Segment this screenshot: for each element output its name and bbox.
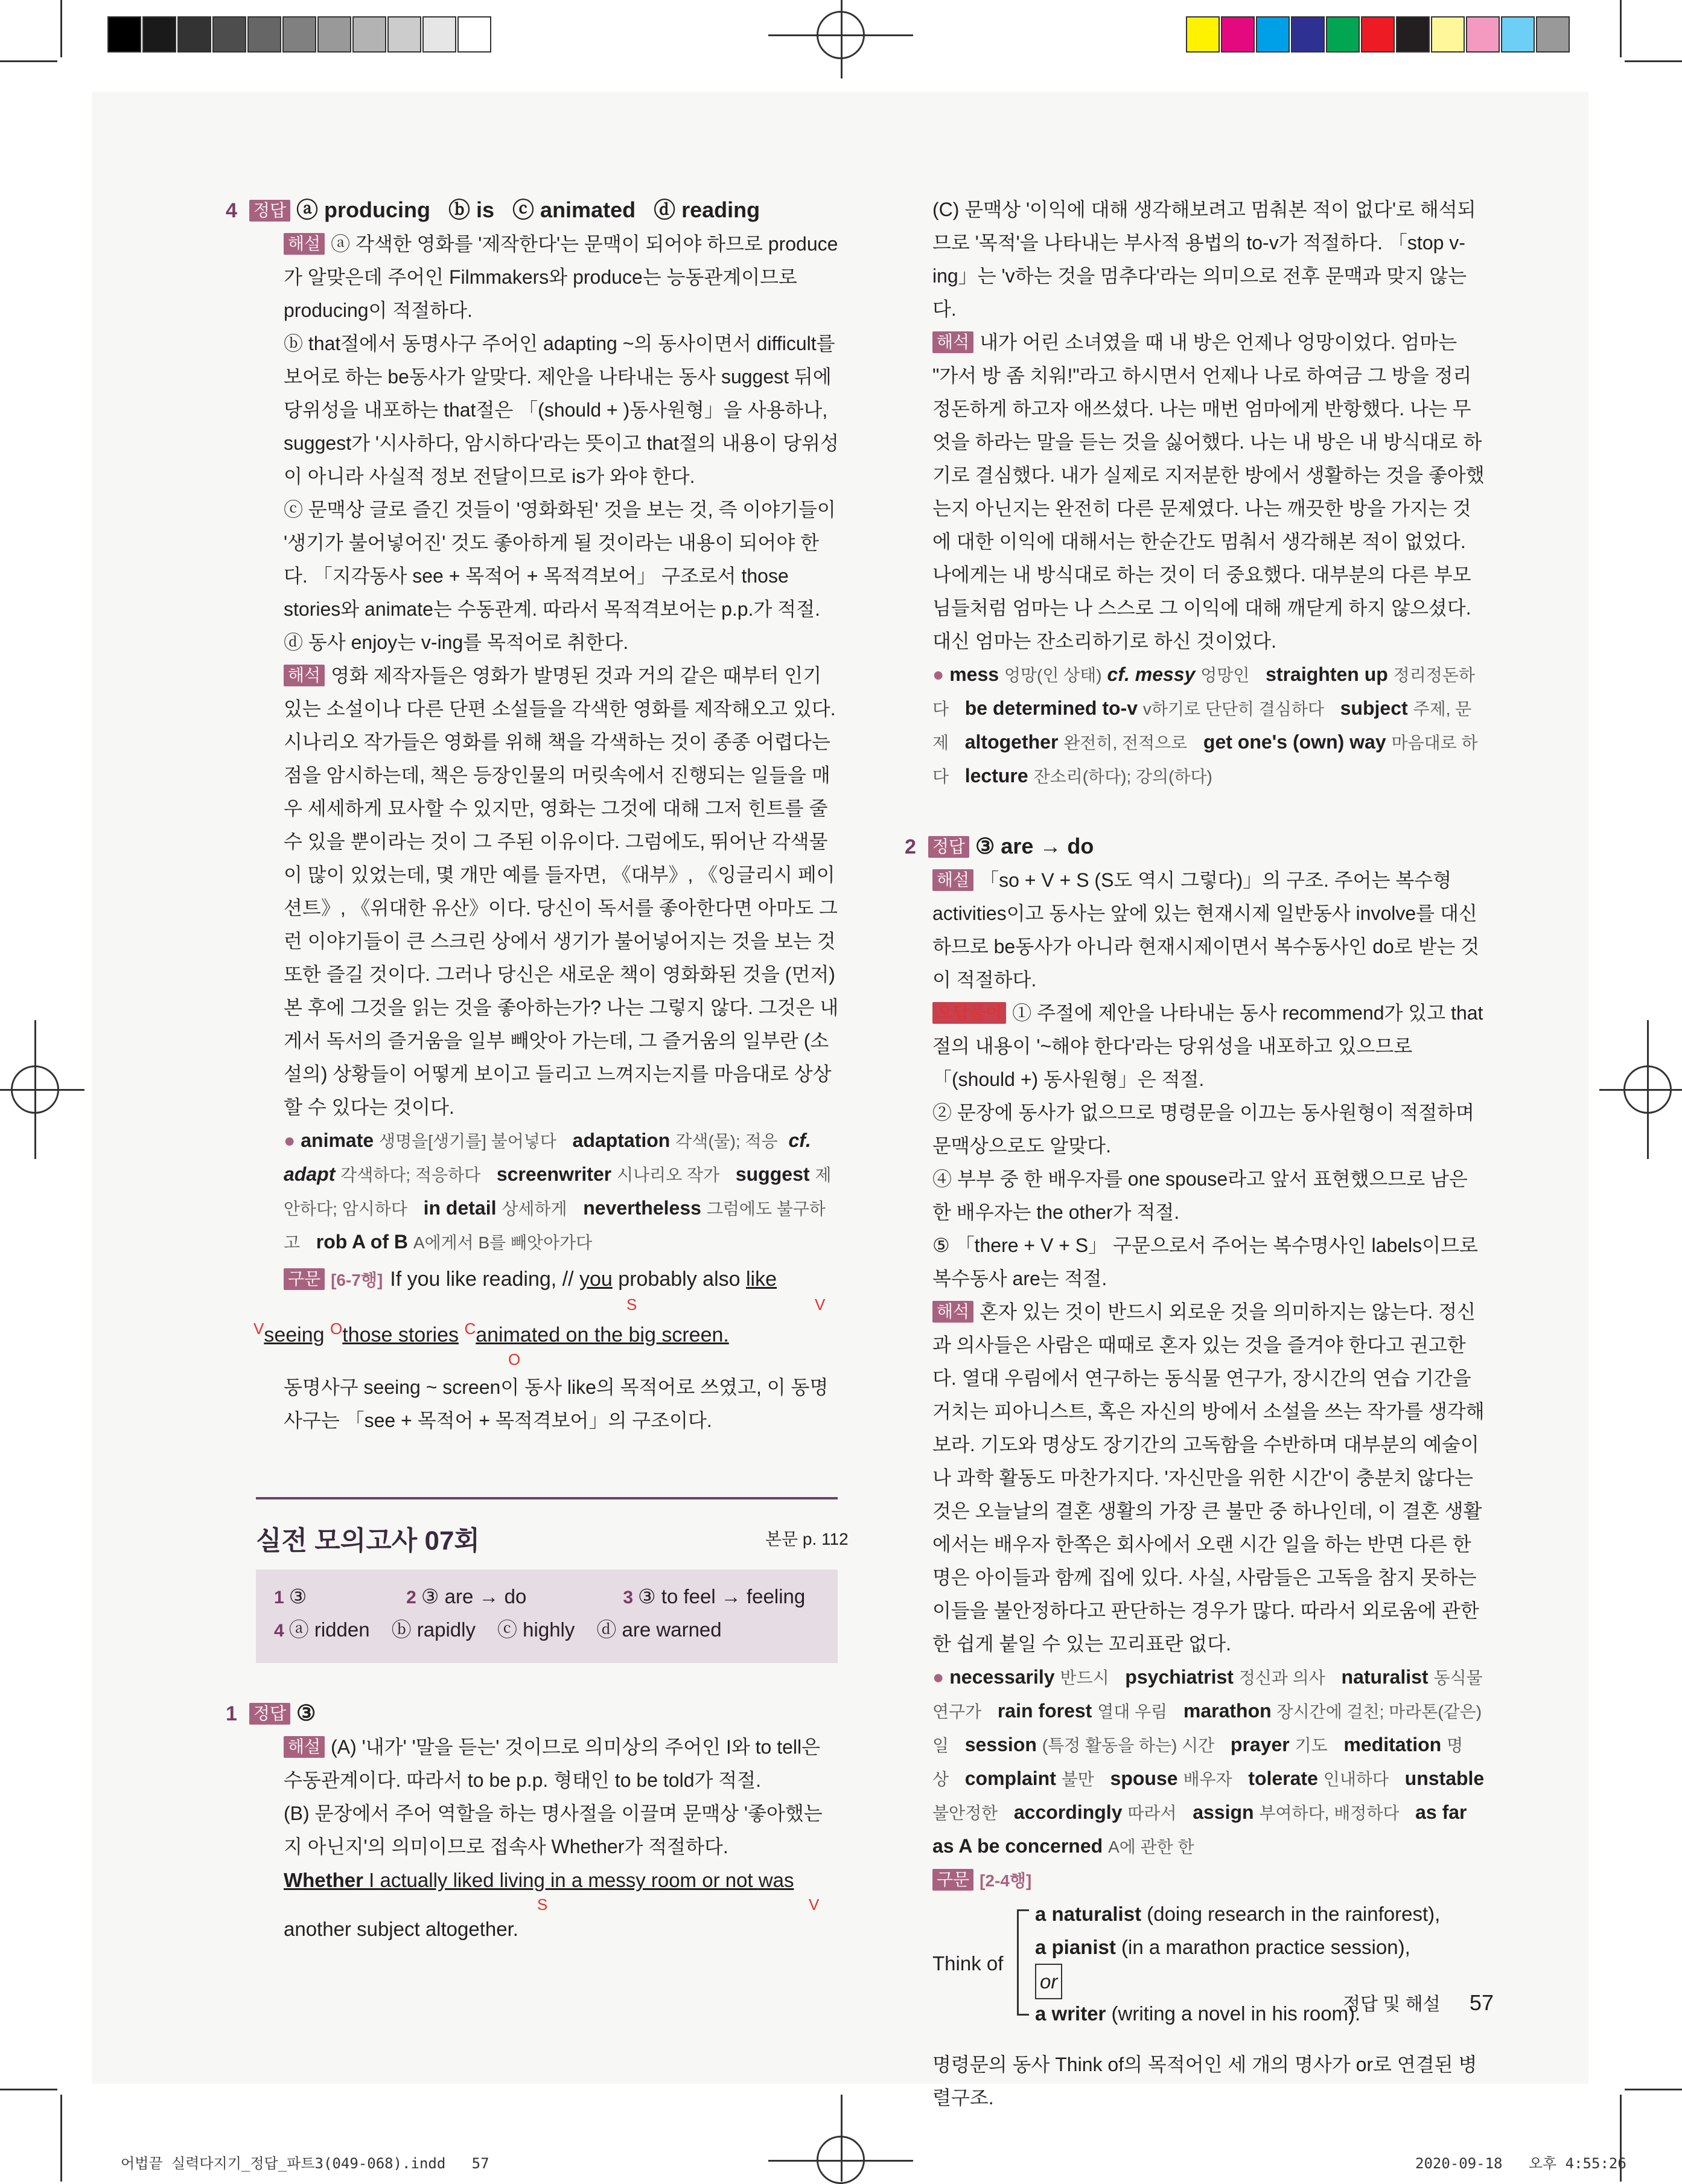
vocab-term: mess (949, 663, 999, 685)
vocab-gloss: 불만 (1061, 1770, 1094, 1789)
vocab-term: be determined to-v (964, 697, 1138, 719)
color-swatch (142, 16, 176, 53)
color-swatch (1431, 16, 1465, 53)
example-subject-start: Whether (284, 1869, 363, 1891)
vocab-term: session (964, 1734, 1037, 1755)
answer-number: 4 (274, 1621, 284, 1641)
vocab-gloss: 정리정돈하다 (932, 666, 1475, 718)
vocab-gloss: 동식물 연구가 (932, 1668, 1483, 1721)
answer-value: ③ to feel → feeling (638, 1585, 806, 1608)
color-swatch (1536, 16, 1570, 53)
vocab-gloss: 엉망(인 상태) (1004, 666, 1102, 685)
vocab-gloss: 주제, 문제 (932, 700, 1472, 752)
question-4 (226, 193, 839, 1437)
vocab-gloss: A에게서 B를 빼앗아가다 (413, 1233, 593, 1252)
translation-text: 내가 어린 소녀였을 때 내 방은 언제나 엉망이었다. 엄마는 "가서 방 좀 치워!"라고 하시면서 언제나 나로 하여금 그 방을 정리정돈하게 하고자 애쓰셨다. 나는 매번 엄마에게 반항했다. 나는 무엇을 하라는 말을 듣는 것을 싫어했다. 나는 내 방은 내 방식대로 하기로 결심했다. 내가 실제로 지저분한 방에서 생활하는 것을 좋아했는지 아닌지는 완전히 다른 문제였다. 나는 깨끗한 방을 가지는 것에 대한 이익에 대해서는 한순간도 멈춰서 생각해본 적이 없었다. 나에게는 내 방식대로 하는 것이 더 중요했다. 대부분의 다른 부모님들처럼 엄마는 나 스스로 그 이익에 대해 깨닫게 하지 않으셨다. 대신 엄마는 잔소리하기로 하신 것이었다. (932, 331, 1485, 652)
vocab-term: altogether (964, 731, 1059, 753)
answer-number: 3 (623, 1588, 634, 1608)
color-swatch (282, 16, 316, 53)
vocab-gloss: 불안정한 (932, 1804, 998, 1822)
label-v: V (815, 1295, 826, 1314)
wrong-answer-1: ① 주절에 제안을 나타내는 동사 recommend가 있고 that절의 내용이 '~해야 한다'라는 당위성을 내포하고 있으므로 「(should +) 동사원형」은 적절. (932, 1002, 1483, 1090)
vocab-term: get one's (own) way (1203, 731, 1386, 753)
color-swatch (317, 16, 351, 53)
vocab-term: unstable (1404, 1767, 1485, 1789)
syntax-object: seeing (264, 1323, 325, 1347)
vocab-gloss: 장시간에 걸친; 마라톤(같은) 일 (932, 1702, 1482, 1755)
left-column (226, 193, 839, 1437)
syntax-note: 동명사구 seeing ~ screen이 동사 like의 목적어로 쓰였고, 이 동명사구는 「see + 목적어 + 목적격보어」의 구조이다. (284, 1376, 829, 1432)
explanation-b: (B) 문장에서 주어 역할을 하는 명사절을 이끌며 문맥상 '좋아했는지 아닌지'의 의미이므로 접속사 Whether가 적절하다. (284, 1802, 823, 1857)
syntax-tag: 구문 (284, 1268, 325, 1290)
vocab-gloss: v하기로 단단히 결심하다 (1142, 700, 1324, 718)
vocab-gloss: 배우자 (1183, 1770, 1232, 1789)
question-2 (905, 829, 1485, 2115)
vocab-gloss: 명상 (932, 1736, 1464, 1789)
wrong-answer-2: ② 문장에 동사가 없으므로 명령문을 이끄는 동사원형이 적절하며 문맥상으로도 알맞다. (932, 1102, 1474, 1157)
vocab-term: rob A of B (316, 1231, 408, 1253)
parallel-item: a writer (writing a novel in his room). (1035, 2002, 1361, 2025)
vocab-gloss: 마음대로 하다 (932, 733, 1478, 786)
label-v: V (809, 1895, 820, 1914)
answer-value: ③ (288, 1585, 307, 1608)
color-swatch (1361, 16, 1395, 53)
syntax-ref: [2-4행] (980, 1871, 1032, 1890)
syntax-text: probably also (612, 1268, 746, 1291)
answer-number: 1 (274, 1588, 284, 1608)
color-swatch (247, 16, 281, 53)
bracket-line (1017, 1909, 1019, 2015)
vocab-term: adaptation (572, 1129, 671, 1151)
label-o: O (330, 1320, 343, 1338)
vocab-gloss: A에 관한 한 (1108, 1838, 1194, 1856)
vocab-gloss: 시나리오 작가 (617, 1166, 720, 1184)
example-subject-clause: I actually liked living in a messy room or not (363, 1869, 759, 1891)
label-o: O (508, 1350, 521, 1369)
vocab-gloss: 정신과 의사 (1238, 1668, 1325, 1687)
explanation-tag: 해설 (284, 1736, 325, 1758)
question-1 (226, 1696, 839, 1946)
vocab-term: accordingly (1013, 1801, 1123, 1823)
question-number: 4 (226, 199, 237, 222)
vocab-term: nevertheless (583, 1197, 701, 1219)
conjunction-box: or (1035, 1964, 1062, 1999)
explanation-b: ⓑ that절에서 동명사구 주어인 adapting ~의 동사이면서 difficult를 보어로 하는 be동사가 알맞다. 제안을 나타내는 동사 suggest 뒤에 당위성을 내포하는 that절은 「(should + )동사원형」을 사용하나, suggest가 '시사하다, 암시하다'라는 뜻이고 that절의 내용이 당위성이 아니라 사실적 정보 전달이므로 is가 와야 한다. (284, 333, 839, 487)
vocabulary-list (932, 1661, 1485, 1863)
vocab-gloss: 생명을[생기를] 불어넣다 (379, 1132, 556, 1151)
answer-text: ③ (296, 1700, 316, 1725)
syntax-ref: [6-7행] (331, 1271, 383, 1289)
color-swatch (212, 16, 246, 53)
color-swatch (1396, 16, 1430, 53)
vocabulary-list (932, 658, 1485, 793)
translation-tag: 해석 (932, 1301, 973, 1323)
page-footer (1343, 1989, 1494, 2016)
vocab-term: straighten up (1266, 663, 1388, 685)
vocab-gloss: 잔소리(하다); 강의(하다) (1033, 767, 1212, 786)
vocab-term: cf. messy (1107, 663, 1196, 685)
vocab-term: subject (1340, 697, 1408, 719)
explanation-c: (C) 문맥상 '이익에 대해 생각해보려고 멈춰본 적이 없다'로 해석되므로 '목적'을 나타내는 부사적 용법의 to-v가 적절하다. 「stop v-ing」는 'v하는 것을 멈추다'라는 의미으로 전후 문맥과 맞지 않는다. (932, 199, 1476, 320)
vocab-gloss: 완전히, 전적으로 (1063, 733, 1188, 752)
vocab-gloss: 제안하다; 암시하다 (284, 1166, 832, 1218)
right-column (905, 193, 1485, 2115)
translation-text: 혼자 있는 것이 반드시 외로운 것을 의미하지는 않는다. 정신과 의사들은 사람은 때때로 혼자 있는 것을 즐겨야 한다고 권고한다. 열대 우림에서 연구하는 동식물 연구가, 장시간의 연습 기간을 거치는 피아니스트, 혹은 자신의 방에서 소설을 쓰는 작가를 생각해 보라. 기도와 명상도 장기간의 고독함을 수반하며 대부분의 예술이나 과학 활동도 마찬가지다. '자신만을 위한 시간'이 충분치 않다는 것은 오늘날의 결혼 생활의 가장 큰 불만 중 하나인데, 이 결혼 생활에서는 배우자 한쪽은 회사에서 오랜 시간 일을 하는 반면 다른 한 명은 아이들과 함께 집에 있다. 사실, 사람들은 고독을 참지 못하는 이들을 불안정하다고 판단하는 경우가 많다. 따라서 외로움에 관한 한 쉽게 붙일 수 있는 꼬리표란 없다. (932, 1301, 1485, 1655)
explanation-a: ⓐ 각색한 영화를 '제작한다'는 문맥이 되어야 하므로 produce가 알맞은데 주어인 Filmmakers와 produce는 능동관계이므로 producing이 적절하다. (284, 233, 838, 321)
color-swatch (387, 16, 421, 53)
translation-text: 영화 제작자들은 영화가 발명된 것과 거의 같은 때부터 인기 있는 소설이나 다른 단편 소설들을 각색한 영화를 제작해오고 있다. 시나리오 작가들은 영화를 위해 책을 각색하는 것이 종종 어렵다는 점을 암시하는데, 책은 등장인물의 머릿속에서 진행되는 일들을 매우 세세하게 묘사할 수 있지만, 영화는 그것에 대해 그저 힌트를 줄 수 있을 뿐이라는 것이 그 주된 이유이다. 그럼에도, 뛰어난 각색물이 많이 있었는데, 몇 개만 예를 들자면, 《대부》, 《잉글리시 페이션트》, 《위대한 유산》이다. 당신이 독서를 좋아한다면 아마도 그런 이야기들이 큰 스크린 상에서 생기가 불어넣어지는 것을 보는 것 또한 즐길 것이다. 그러나 당신은 새로운 책이 영화화된 것을 (먼저) 본 후에 그것을 읽는 것을 좋아하는가? 나는 그렇지 않다. 그것은 내게서 독서의 즐거움을 일부 빼앗아 가는데, 그 즐거움의 일부란 (소설의) 상황들이 어떻게 보이고 들리고 느껴지는지를 마음대로 상상할 수 있다는 것이다. (284, 665, 839, 1118)
syntax-object: those stories (342, 1323, 459, 1347)
syntax-labels-1 (253, 1297, 839, 1312)
vocabulary-list (253, 1124, 839, 1259)
syntax-complement: animated on the big screen. (476, 1323, 729, 1347)
syntax-text: If you like reading, // (390, 1268, 580, 1291)
answer-row-2 (274, 1614, 820, 1647)
color-swatch (1186, 16, 1220, 53)
vocab-gloss: 인내하다 (1323, 1770, 1389, 1789)
vocab-gloss: 상세하게 (502, 1199, 567, 1218)
vocab-term: cf. adapt (284, 1129, 811, 1185)
example-labels (253, 1897, 839, 1912)
vocab-gloss: 각색(물); 적응 (675, 1132, 778, 1151)
parallel-item: a pianist (in a marathon practice session), (1035, 1936, 1410, 1958)
vocab-term: in detail (423, 1197, 497, 1219)
translation-tag: 해석 (932, 331, 973, 353)
label-s: S (626, 1295, 637, 1314)
vocab-term: animate (301, 1129, 374, 1151)
wrong-answer-tag: 오답풀이 (932, 1002, 1006, 1024)
section-divider (256, 1497, 838, 1499)
parallel-item: a naturalist (doing research in the rainforest), (1035, 1903, 1441, 1925)
vocab-gloss: 엉망인 (1200, 666, 1250, 685)
answer-tag: 정답 (928, 836, 969, 858)
label-v: V (253, 1320, 264, 1338)
bullet-icon: ● (932, 1666, 950, 1688)
vocab-term: complaint (964, 1767, 1056, 1789)
answer-tag: 정답 (249, 1703, 290, 1725)
example-sentence-end: another subject altogether. (284, 1918, 518, 1940)
section-title: 실전 모의고사 07회 (256, 1526, 480, 1556)
vocab-gloss: 기도 (1295, 1736, 1328, 1755)
color-swatch (1256, 16, 1290, 53)
explanation-text: 「so + V + S (S도 역시 그렇다)」의 구조. 주어는 복수형 activities이고 동사는 앞에 있는 현재시제 일반동사 involve를 대신하므로 be동사가 아니라 현재시제이면서 복수동사인 do로 받는 것이 적절하다. (932, 869, 1480, 991)
answer-value: ③ are → do (421, 1585, 527, 1608)
vocab-term: screenwriter (496, 1163, 612, 1185)
vocab-term: spouse (1110, 1767, 1178, 1789)
bracket-tick (1017, 2014, 1029, 2016)
vocab-term: assign (1193, 1801, 1254, 1823)
question-number: 2 (905, 835, 916, 858)
bullet-icon: ● (932, 663, 950, 685)
footer-label: 정답 및 해설 (1343, 1994, 1441, 2014)
vocab-term: marathon (1183, 1700, 1272, 1722)
syntax-verb: like (745, 1268, 777, 1291)
think-of-label: Think of (932, 1952, 1004, 1975)
syntax-subject: you (579, 1268, 613, 1291)
example-verb: was (758, 1869, 794, 1891)
question-number: 1 (226, 1702, 237, 1725)
vocab-term: naturalist (1341, 1666, 1429, 1688)
section-page-ref: 본문 p. 112 (765, 1530, 849, 1548)
wrong-answer-4: ④ 부부 중 한 배우자를 one spouse라고 앞서 표현했으므로 남은 한 배우자는 the other가 적절. (932, 1168, 1468, 1223)
syntax-tag: 구문 (932, 1869, 973, 1891)
answer-number: 2 (406, 1588, 416, 1608)
explanation-a: (A) '내가' '말을 듣는' 것이므로 의미상의 주어인 I와 to tell은 수동관계이다. 따라서 to be p.p. 형태인 to be told가 적절. (284, 1736, 821, 1791)
label-c: C (464, 1320, 476, 1338)
explanation-tag: 해설 (932, 869, 973, 891)
answer-text: ③ are → do (975, 834, 1094, 858)
answer-value: ⓐ ridden (288, 1618, 370, 1641)
syntax-note: 명령문의 동사 Think of의 목적어인 세 개의 명사가 or로 연결된 병렬구조. (932, 2054, 1477, 2109)
answer-value: ⓒ highly (497, 1618, 575, 1641)
label-s: S (537, 1895, 548, 1914)
color-swatch (107, 16, 141, 53)
vocab-gloss: (특정 활동을 하는) 시간 (1042, 1736, 1215, 1755)
bracket-tick (1017, 1909, 1029, 1911)
color-swatch (1221, 16, 1255, 53)
explanation-c: ⓒ 문맥상 글로 즐긴 것들이 '영화화된' 것을 보는 것, 즉 이야기들이 '생기가 불어넣어진' 것도 좋아하게 될 것이라는 내용이 되어야 한다. 「지각동사 see + 목적어 + 목적격보어」 구조로서 those stories와 animate는 수동관계. 따라서 목적격보어는 p.p.가 적절. (284, 499, 836, 620)
slug-date: 2020-09-18 오후 4:55:26 (1415, 2155, 1626, 2172)
syntax-line-1 (253, 1263, 839, 1297)
syntax-line-2 (253, 1312, 839, 1352)
color-swatch (422, 16, 456, 53)
translation-tag: 해석 (284, 665, 325, 686)
color-swatch (1501, 16, 1535, 53)
vocab-term: prayer (1230, 1734, 1290, 1755)
vocab-gloss: 부여하다, 배정하다 (1259, 1804, 1400, 1822)
answer-value: ⓓ are warned (596, 1618, 722, 1641)
bullet-icon: ● (284, 1129, 301, 1151)
color-swatch (352, 16, 386, 53)
color-swatch (177, 16, 211, 53)
example-sentence (253, 1863, 839, 1897)
color-swatch (457, 16, 491, 53)
vocab-term: psychiatrist (1125, 1666, 1234, 1688)
explanation-tag: 해설 (284, 233, 325, 255)
vocab-term: as far as A be concerned (932, 1801, 1467, 1857)
color-swatch (1466, 16, 1500, 53)
answer-summary-box (256, 1569, 838, 1663)
answer-tag: 정답 (249, 200, 290, 222)
vocab-gloss: 따라서 (1127, 1804, 1177, 1822)
page-number: 57 (1469, 1990, 1494, 2015)
vocab-term: lecture (964, 765, 1028, 787)
vocab-gloss: 반드시 (1060, 1668, 1109, 1687)
vocab-term: suggest (735, 1163, 810, 1185)
slug-file: 어법끝 실력다지기_정답_파트3(049-068).indd 57 (121, 2155, 489, 2172)
wrong-answer-5: ⑤ 「there + V + S」 구문으로서 주어는 복수명사인 labels이므로 복수동사 are는 적절. (932, 1234, 1478, 1289)
vocab-term: tolerate (1248, 1767, 1318, 1789)
syntax-labels-2 (253, 1352, 839, 1367)
vocab-term: rain forest (997, 1700, 1092, 1722)
vocab-term: meditation (1343, 1734, 1442, 1755)
color-swatch (1326, 16, 1360, 53)
answer-row-1 (274, 1580, 820, 1614)
color-swatch (1291, 16, 1325, 53)
answer-value: ⓑ rapidly (391, 1618, 476, 1641)
vocab-gloss: 열대 우림 (1097, 1702, 1168, 1721)
answer-text: ⓐ producing ⓑ is ⓒ animated ⓓ reading (296, 197, 760, 222)
explanation-d: ⓓ 동사 enjoy는 v-ing를 목적어로 취한다. (284, 631, 629, 653)
vocab-term: necessarily (949, 1666, 1055, 1688)
vocab-gloss: 그럼에도 불구하고 (284, 1199, 826, 1252)
vocab-gloss: 각색하다; 적응하다 (340, 1166, 481, 1184)
